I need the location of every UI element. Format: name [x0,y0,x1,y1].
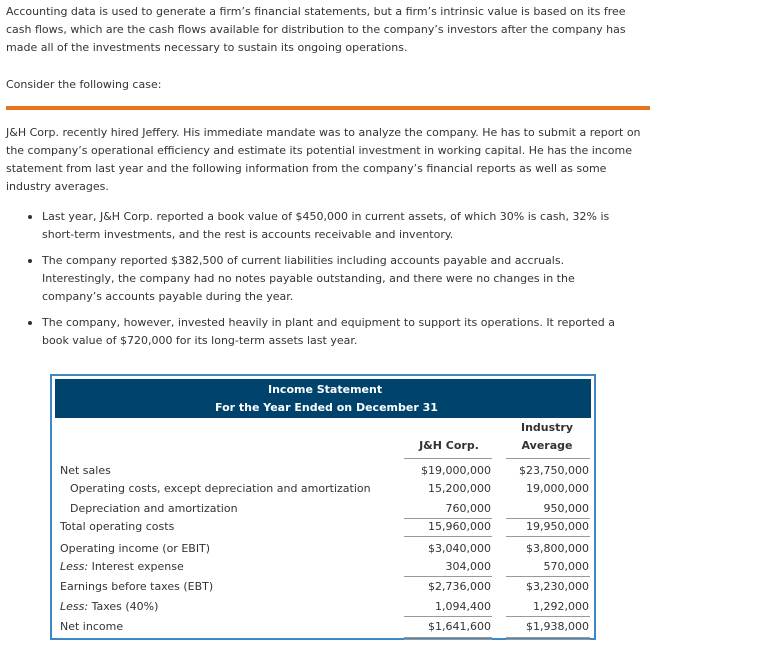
row-value-jh: 304,000 [445,560,491,573]
row-label: Depreciation and amortization [70,502,238,515]
header-rule-2 [506,458,590,459]
table-row [55,518,595,536]
row-label-text: Taxes (40%) [91,600,159,613]
ebt-rule-2 [506,576,590,577]
row-label [60,598,158,616]
less-prefix: Less: [60,600,89,613]
row-value-industry: 19,950,000 [526,520,589,533]
income-statement-table [50,374,596,640]
header-rule-1 [404,458,492,459]
row-value-jh: $2,736,000 [428,580,491,593]
row-value-jh: 15,200,000 [428,482,491,495]
table-header [55,379,591,418]
fact-current-liabilities: The company reported $382,500 of current liabilities including accounts payable and accruals. Interestingly, the company had no notes payable outstanding, and there were no changes in the company’s accounts payable during the year. [28,252,628,306]
row-value-jh: 760,000 [445,502,491,515]
row-label: Operating income (or EBIT) [60,542,211,555]
col-head-industry-1: Industry [520,421,574,434]
row-label: Operating costs, except depreciation and amortization [70,482,371,495]
row-label: Total operating costs [60,520,175,533]
table-row [55,540,595,558]
double-rule-1a [404,637,492,638]
table-row [55,462,595,480]
ebit-rule-2 [506,536,590,537]
row-value-jh: $1,641,600 [428,620,491,633]
row-value-industry: $3,800,000 [526,542,589,555]
col-head-industry-2: Average [521,439,573,452]
less-prefix: Less: [60,560,89,573]
row-label: Net income [60,620,124,633]
table-row [55,500,595,518]
table-row [55,578,595,596]
row-value-industry: 950,000 [543,502,589,515]
table-row [55,598,595,616]
double-rule-2b [506,639,590,640]
row-value-jh: 1,094,400 [435,600,491,613]
case-paragraph: J&H Corp. recently hired Jeffery. His immediate mandate was to analyze the company. He has to submit a report on the company’s operational efficiency and estimate its potential investment in working capital. He has the income statement from last year and the following information from the company’s financial reports as well as some industry averages. [6,126,641,193]
row-value-jh: $19,000,000 [421,464,491,477]
row-value-industry: $23,750,000 [519,464,589,477]
table-row [55,618,595,636]
col-head-jh-corp: J&H Corp. [419,439,479,452]
intro-paragraph: Accounting data is used to generate a firm’s financial statements, but a firm’s intrinsic value is based on its free cash flows, which are the cash flows available for distribution to the company’s investors after the company has made all of the investments necessary to sustain its ongoing operations. [6,5,626,54]
row-value-industry: 570,000 [543,560,589,573]
row-label [60,558,184,576]
table-row [55,480,595,498]
double-rule-2a [506,637,590,638]
orange-divider [6,106,650,110]
ebit-rule-1 [404,536,492,537]
consider-text: Consider the following case: [6,78,162,91]
table-row [55,558,595,576]
fact-current-assets: Last year, J&H Corp. reported a book value of $450,000 in current assets, of which 30% is cash, 32% is short-term investments, and the rest is accounts receivable and inventory. [28,208,628,244]
net-income-rule-1 [404,616,492,617]
table-title: Income Statement [268,383,383,396]
fact-long-term-assets: The company, however, invested heavily in plant and equipment to support its operations. It reported a book value of $720,000 for its long-term assets last year. [28,314,628,350]
row-label: Earnings before taxes (EBT) [60,580,214,593]
double-rule-1b [404,639,492,640]
row-value-industry: $1,938,000 [526,620,589,633]
row-label-text: Interest expense [91,560,184,573]
row-value-jh: 15,960,000 [428,520,491,533]
table-subtitle: For the Year Ended on December 31 [215,401,438,414]
row-label: Net sales [60,464,111,477]
row-value-industry: 19,000,000 [526,482,589,495]
row-value-industry: 1,292,000 [533,600,589,613]
net-income-rule-2 [506,616,590,617]
row-value-industry: $3,230,000 [526,580,589,593]
facts-list [28,208,628,358]
ebt-rule-1 [404,576,492,577]
row-value-jh: $3,040,000 [428,542,491,555]
